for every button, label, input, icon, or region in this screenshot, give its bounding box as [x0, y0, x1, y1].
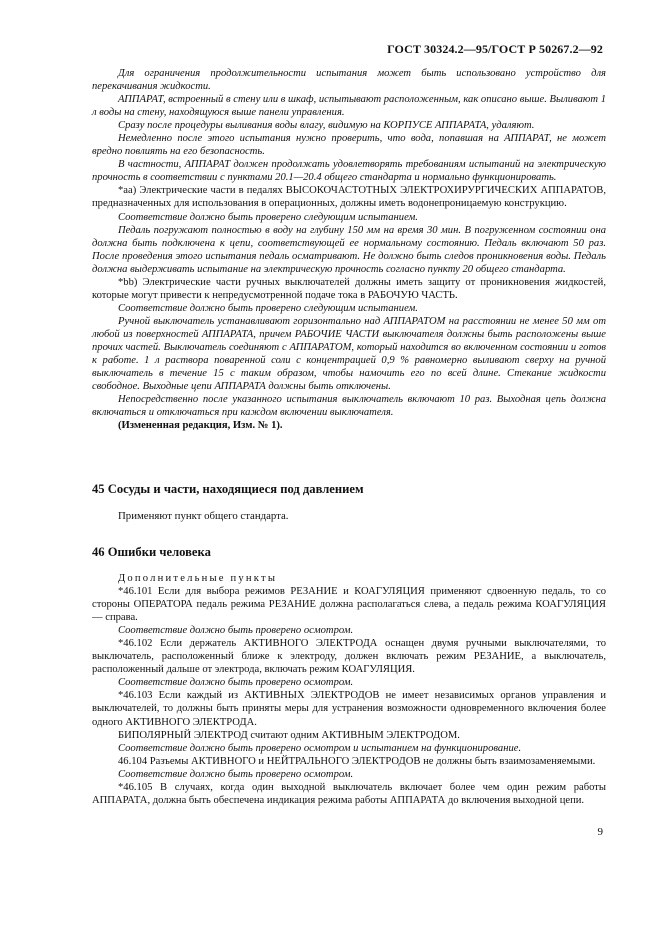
section-46-heading: 46 Ошибки человека [92, 545, 211, 559]
clause-46-101: *46.101 Если для выбора режимов РЕЗАНИЕ и КОАГУЛЯЦИЯ применяют сдвоенную педаль, то со стороны ОПЕРАТОРА педаль режима РЕЗАНИЕ должна располагаться слева, а педаль режима КОАГУЛЯЦИЯ — справа. [92, 586, 606, 624]
page-number: 9 [597, 826, 603, 838]
section-45-text: Применяют пункт общего стандарта. [118, 510, 289, 522]
paragraph: БИПОЛЯРНЫЙ ЭЛЕКТРОД считают одним АКТИВНЫМ ЭЛЕКТРОДОМ. [118, 729, 460, 741]
clause-46-102: *46.102 Если держатель АКТИВНОГО ЭЛЕКТРОДА оснащен двумя ручными выключателями, то выключатель, расположенный ближе к электроду, должен включать режим РЕЗАНИЕ, а выключатель, расположенный дальше от электрода, включать режим КОАГУЛЯЦИЯ. [92, 638, 606, 676]
clause-46-104: 46.104 Разъемы АКТИВНОГО и НЕЙТРАЛЬНОГО ЭЛЕКТРОДОВ не должны быть взаимозаменяемыми. [118, 755, 596, 767]
clause-aa: *аа) Электрические части в педалях ВЫСОКОЧАСТОТНЫХ ЭЛЕКТРОХИРУРГИЧЕСКИХ АППАРАТОВ, предназначенных для использования в операционных, должны иметь водонепроницаемую конструкцию. [92, 185, 606, 210]
compliance-note: Соответствие должно быть проверено осмотром. [118, 768, 354, 780]
compliance-note: Соответствие должно быть проверено осмотром и испытанием на функционирование. [118, 742, 522, 754]
clause-46-105: *46.105 В случаях, когда один выходной выключатель включает более чем один режим работы АППАРАТА, должна быть обеспечена индикация режима работы АППАРАТА до включения выходной цепи. [92, 781, 606, 806]
compliance-note: Соответствие должно быть проверено следующим испытанием. [118, 302, 418, 314]
paragraph: Педаль погружают полностью в воду на глубину 150 мм на время 30 мин. В погруженном состоянии она должна быть подключена к цепи, соответствующей ее нормальному состоянию. Педаль включают 50 раз. После проведения этого испытания педаль осматривают. Не должно быть следов проникновения воды. Педаль должна выдерживать испытание на электрическую прочность согласно пункту 20 общего стандарта. [92, 224, 606, 275]
paragraph: В частности, АППАРАТ должен продолжать удовлетворять требованиям испытаний на электрическую прочность в соответствии с пунктами 20.1—20.4 общего стандарта и нормально функционировать. [92, 159, 606, 184]
amendment-note: (Измененная редакция, Изм. № 1). [118, 420, 283, 432]
section-45-heading: 45 Сосуды и части, находящиеся под давлением [92, 482, 364, 496]
paragraph: Непосредственно после указанного испытания выключатель включают 10 раз. Выходная цепь должна включаться и отключаться при каждом включении выключателя. [92, 394, 606, 419]
paragraph: АППАРАТ, встроенный в стену или в шкаф, испытывают расположенным, как описано выше. Выливают 1 л воды на стену, находящуюся выше панели управления. [92, 94, 606, 119]
compliance-note: Соответствие должно быть проверено осмотром. [118, 677, 354, 689]
section-46-subtitle: Дополнительные пункты [118, 573, 278, 584]
paragraph: Ручной выключатель устанавливают горизонтально над АППАРАТОМ на расстоянии не менее 50 мм от любой из поверхностей АППАРАТА, причем РАБОЧИЕ ЧАСТИ выключателя должны быть расположены выше прочих частей. Выключатель соединяют с АППАРАТОМ, который находится во включенном состоянии и готов к работе. 1 л раствора поваренной соли с концентрацией 0,9 % равномерно выливают сверху на ручной выключатель в течение 15 с таким образом, чтобы намочить его по всей длине. Стекание жидкости свободное. Выходные цепи АППАРАТА должны быть отключены. [92, 315, 606, 393]
section44-continuation [92, 67, 606, 432]
clause-bb: *bb) Электрические части ручных выключателей должны иметь защиту от проникновения жидкостей, которые могут привести к непредусмотренной подаче тока в РАБОЧУЮ ЧАСТЬ. [92, 276, 606, 301]
clause-46-103: *46.103 Если каждый из АКТИВНЫХ ЭЛЕКТРОДОВ не имеет независимых органов управления и выключателей, то должны быть приняты меры для устранения возможности одновременного включения более одного АКТИВНОГО ЭЛЕКТРОДА. [92, 690, 606, 728]
compliance-note: Соответствие должно быть проверено осмотром. [118, 625, 354, 637]
section-46-body [92, 572, 606, 807]
compliance-note: Соответствие должно быть проверено следующим испытанием. [118, 211, 418, 223]
paragraph: Немедленно после этого испытания нужно проверить, что вода, попавшая на АППАРАТ, не может вредно повлиять на его безопасность. [92, 133, 606, 158]
paragraph: Сразу после процедуры выливания воды влагу, видимую на КОРПУСЕ АППАРАТА, удаляют. [118, 120, 535, 132]
running-header: ГОСТ 30324.2—95/ГОСТ Р 50267.2—92 [387, 42, 603, 56]
paragraph: Для ограничения продолжительности испытания может быть использовано устройство для перекачивания жидкости. [92, 68, 606, 93]
